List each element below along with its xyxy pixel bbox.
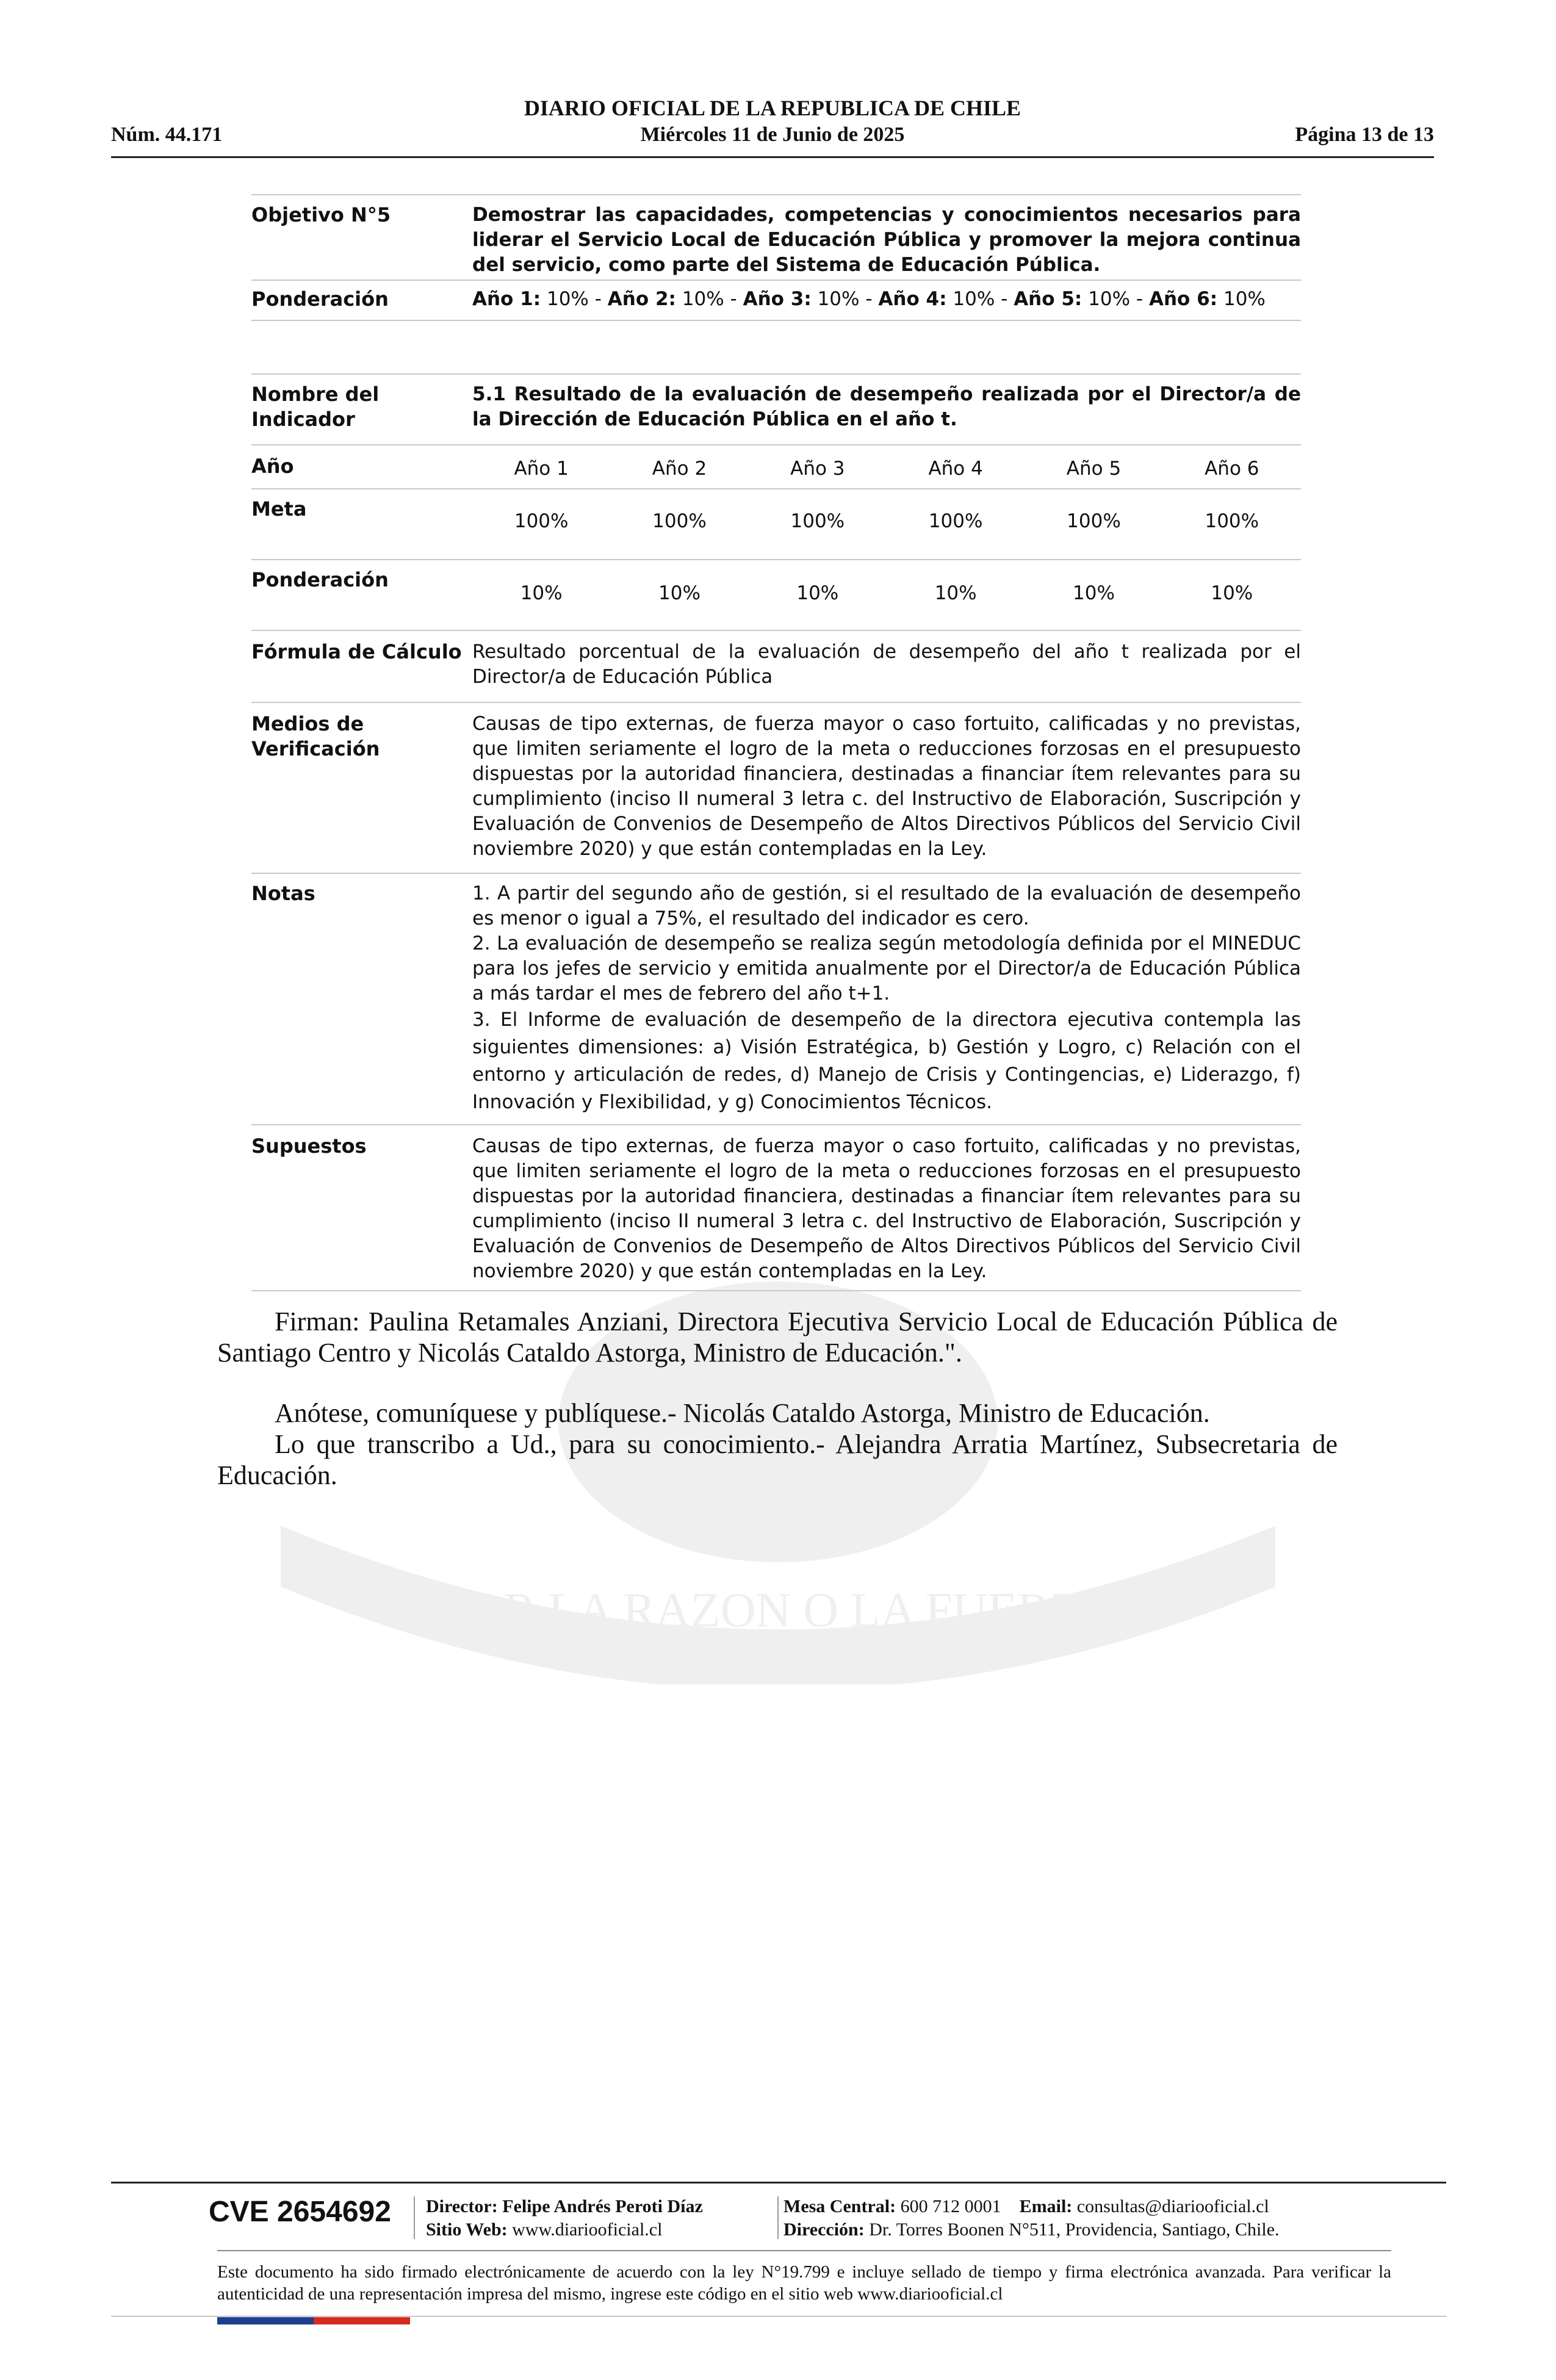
year-4: Año 4 (928, 458, 983, 480)
indicator-weight-row (251, 560, 1301, 631)
electronic-signature-note: Este documento ha sido firmado electrónicamente de acuerdo con la ley N°19.799 e incluye sellado de tiempo y firma electrónica avanzada. Para verificar la autenticidad de una representación impresa del mismo, ingrese este código en el sitio web www.diariooficial.cl (217, 2262, 1391, 2304)
watermark-motto: POR LA RAZON O LA FUERZA (441, 1584, 1115, 1637)
director-label: Director: (426, 2196, 498, 2216)
indicator-year-label: Año (251, 455, 294, 478)
page-footer (111, 2182, 1446, 2334)
footer-separator (777, 2196, 779, 2239)
weight-year-4: Año 4: (878, 288, 947, 310)
indicator-notes-label: Notas (251, 882, 315, 905)
indicator-name-value: 5.1 Resultado de la evaluación de desempeño realizada por el Director/a de la Dirección de Educación Pública en el año t. (472, 383, 1301, 430)
year-6: Año 6 (1205, 458, 1259, 480)
weight-value-4: 10% (953, 288, 995, 310)
indicator-years (472, 454, 1301, 480)
header-divider (111, 156, 1434, 158)
weight-value-5: 10% (1088, 288, 1131, 310)
objective-weight-values: Año 1: 10% - Año 2: 10% - Año 3: 10% - Año 4: 10% - Año 5: 10% - Año 6: 10% (472, 288, 1266, 310)
ind-weight-4: 10% (934, 582, 977, 604)
issue-number: Núm. 44.171 (111, 123, 223, 146)
weight-value-2: 10% (682, 288, 724, 310)
indicator-table (251, 373, 1301, 1291)
indicator-verification-value: Causas de tipo externas, de fuerza mayor o caso fortuito, calificadas y no previstas, que limiten seriamente el logro de la meta o reducciones forzosas en el presupuesto dispuestas por la autoridad financiera, destinadas a financiar ítem relevantes para su cumplimiento (inciso II numeral 3 letra c. del Instructivo de Elaboración, Suscripción y Evaluación de Convenios de Desempeño de Altos Directivos Públicos del Servicio Civil noviembre 2020) y que están contempladas en la Ley. (472, 713, 1301, 860)
issue-date: Miércoles 11 de Junio de 2025 (640, 123, 905, 146)
address-label: Dirección: (783, 2220, 865, 2240)
closing-text (217, 1306, 1338, 1491)
weight-year-3: Año 3: (743, 288, 812, 310)
indicator-formula-row (251, 631, 1301, 703)
phone-number: 600 712 0001 (900, 2196, 1001, 2216)
objective-table (251, 194, 1301, 321)
cve-code: CVE 2654692 (209, 2196, 391, 2228)
indicator-verification-row (251, 703, 1301, 874)
flag-stripe-blue (217, 2317, 314, 2324)
indicator-name-label: Nombre del Indicador (251, 383, 380, 431)
email-label: Email: (1019, 2196, 1073, 2216)
email-link[interactable]: consultas@diariooficial.cl (1076, 2196, 1269, 2216)
indicator-notes-row (251, 874, 1301, 1125)
goal-5: 100% (1067, 510, 1121, 532)
indicator-formula-value: Resultado porcentual de la evaluación de desempeño del año t realizada por el Director/a de Educación Pública (472, 641, 1301, 688)
indicator-name-row (251, 373, 1301, 445)
signatures-paragraph: Firman: Paulina Retamales Anziani, Directora Ejecutiva Servicio Local de Educación Pública de Santiago Centro y Nicolás Cataldo Astorga, Ministro de Educación.". (217, 1307, 1338, 1368)
indicator-assumptions-value: Causas de tipo externas, de fuerza mayor o caso fortuito, calificadas y no previstas, que limiten seriamente el logro de la meta o reducciones forzosas en el presupuesto dispuestas por la autoridad financiera, destinadas a financiar ítem relevantes para su cumplimiento (inciso II numeral 3 letra c. del Instructivo de Elaboración, Suscripción y Evaluación de Convenios de Desempeño de Altos Directivos Públicos del Servicio Civil noviembre 2020) y que están contempladas en la Ley. (472, 1135, 1301, 1282)
ind-weight-1: 10% (520, 582, 563, 604)
weight-year-6: Año 6: (1148, 288, 1218, 310)
footer-divider-bottom (111, 2316, 1446, 2317)
footer-separator (414, 2196, 415, 2239)
phone-label: Mesa Central: (783, 2196, 896, 2216)
goal-2: 100% (652, 510, 707, 532)
indicator-weights (472, 568, 1301, 604)
indicator-assumptions-row (251, 1125, 1301, 1291)
weight-year-1: Año 1: (472, 288, 541, 310)
ind-weight-6: 10% (1211, 582, 1253, 604)
note-2: 2. La evaluación de desempeño se realiza según metodología definida por el MINEDUC para los jefes de servicio y emitida anualmente por el Director/a de Educación Pública a más tardar el mes de febrero del año t+1. (472, 932, 1301, 1004)
footer-divider-top (111, 2182, 1446, 2183)
objective-weight-label: Ponderación (251, 287, 389, 311)
page-header (111, 92, 1434, 159)
objective-weight-row (251, 281, 1301, 321)
indicator-goal-row (251, 488, 1301, 560)
indicator-goal-label: Meta (251, 497, 307, 521)
indicator-goals (472, 497, 1301, 532)
year-2: Año 2 (652, 458, 707, 480)
indicator-year-row (251, 445, 1301, 488)
note-3: 3. El Informe de evaluación de desempeño de la directora ejecutiva contempla las siguientes dimensiones: a) Visión Estratégica, b) Gestión y Logro, c) Relación con el entorno y articulación de redes, d) Manejo de Crisis y Contingencias, e) Liderazgo, f) Innovación y Flexibilidad, y g) Conocimientos Técnicos. (472, 1009, 1301, 1113)
weight-year-5: Año 5: (1014, 288, 1082, 310)
ind-weight-5: 10% (1073, 582, 1115, 604)
indicator-verification-label: Medios de Verificación (251, 712, 380, 760)
objective-label: Objetivo N°5 (251, 203, 391, 226)
closing-paragraph-2: Lo que transcribo a Ud., para su conocimiento.- Alejandra Arratia Martínez, Subsecretaria de Educación. (217, 1429, 1338, 1490)
website-label: Sitio Web: (426, 2220, 508, 2240)
flag-stripe-red (314, 2317, 410, 2324)
goal-6: 100% (1205, 510, 1259, 532)
flag-stripe (217, 2317, 410, 2324)
director-line (426, 2196, 703, 2217)
goal-1: 100% (514, 510, 569, 532)
ind-weight-3: 10% (796, 582, 839, 604)
year-5: Año 5 (1066, 458, 1122, 480)
indicator-formula-label: Fórmula de Cálculo (251, 640, 462, 663)
address-value: Dr. Torres Boonen N°511, Providencia, Santiago, Chile. (869, 2220, 1280, 2240)
note-1: 1. A partir del segundo año de gestión, si el resultado de la evaluación de desempeño es menor o igual a 75%, el resultado del indicador es cero. (472, 882, 1301, 929)
ind-weight-2: 10% (658, 582, 701, 604)
weight-value-1: 10% (546, 288, 589, 310)
indicator-assumptions-label: Supuestos (251, 1134, 367, 1158)
objective-text: Demostrar las capacidades, competencias y conocimientos necesarios para liderar el Servicio Local de Educación Pública y promover la mejora continua del servicio, como parte del Sistema de Educación Pública. (472, 204, 1301, 276)
contact-line (783, 2196, 1269, 2217)
director-name: Felipe Andrés Peroti Díaz (502, 2196, 703, 2216)
weight-value-3: 10% (817, 288, 860, 310)
website-link[interactable]: www.diariooficial.cl (512, 2220, 663, 2240)
goal-4: 100% (928, 510, 983, 532)
objective-row (251, 194, 1301, 281)
website-line (426, 2220, 662, 2240)
year-1: Año 1 (514, 458, 569, 480)
weight-year-2: Año 2: (607, 288, 676, 310)
footer-divider-middle (217, 2250, 1391, 2251)
gazette-title: DIARIO OFICIAL DE LA REPUBLICA DE CHILE (524, 96, 1021, 120)
goal-3: 100% (790, 510, 845, 532)
indicator-weight-label: Ponderación (251, 568, 389, 591)
address-line (783, 2220, 1280, 2240)
year-3: Año 3 (790, 458, 845, 480)
indicator-notes (472, 881, 1301, 1116)
page-number: Página 13 de 13 (1295, 123, 1434, 146)
weight-value-6: 10% (1223, 288, 1266, 310)
closing-paragraph-1: Anótese, comuníquese y publíquese.- Nicolás Cataldo Astorga, Ministro de Educación. (275, 1398, 1210, 1428)
